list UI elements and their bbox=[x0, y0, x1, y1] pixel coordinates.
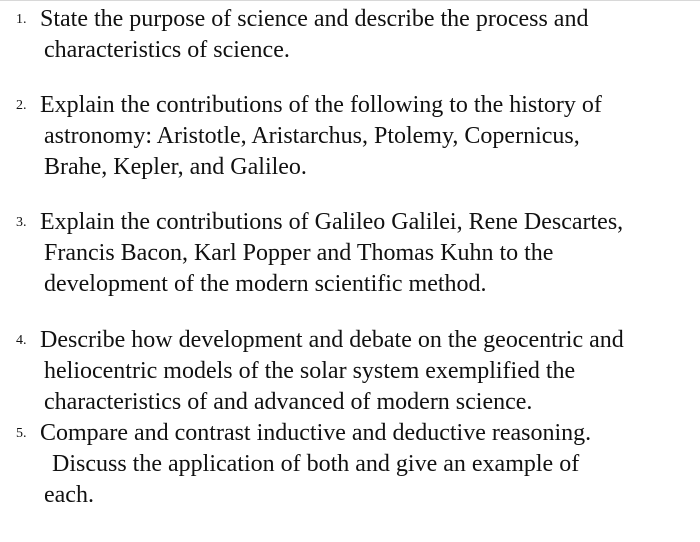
question-line: Brahe, Kepler, and Galileo. bbox=[44, 154, 307, 180]
question-line: each. bbox=[44, 482, 94, 508]
question-line: Compare and contrast inductive and deductive reasoning. bbox=[40, 420, 592, 446]
question-list bbox=[12, 4, 692, 511]
question-line: characteristics of and advanced of modern science. bbox=[44, 389, 533, 415]
question-1 bbox=[12, 4, 692, 66]
top-border bbox=[0, 0, 700, 1]
question-number: 1. bbox=[16, 12, 27, 27]
question-line: astronomy: Aristotle, Aristarchus, Ptolemy, Copernicus, bbox=[44, 123, 580, 149]
question-line: State the purpose of science and describe the process and bbox=[40, 6, 589, 32]
question-line: Describe how development and debate on the geocentric and bbox=[40, 327, 624, 353]
question-line: development of the modern scientific method. bbox=[44, 271, 487, 297]
question-line: Francis Bacon, Karl Popper and Thomas Kuhn to the bbox=[44, 240, 554, 266]
question-line: heliocentric models of the solar system exemplified the bbox=[44, 358, 576, 384]
question-number: 4. bbox=[16, 333, 27, 348]
question-number: 2. bbox=[16, 98, 27, 113]
question-number: 5. bbox=[16, 426, 27, 441]
question-2 bbox=[12, 90, 692, 183]
question-number: 3. bbox=[16, 215, 27, 230]
question-3 bbox=[12, 207, 692, 300]
question-line: characteristics of science. bbox=[44, 37, 290, 63]
question-line: Explain the contributions of Galileo Galilei, Rene Descartes, bbox=[40, 209, 624, 235]
question-line: Explain the contributions of the following to the history of bbox=[40, 92, 602, 118]
question-line: Discuss the application of both and give an example of bbox=[52, 451, 580, 477]
question-4 bbox=[12, 325, 692, 418]
question-5 bbox=[12, 418, 692, 511]
